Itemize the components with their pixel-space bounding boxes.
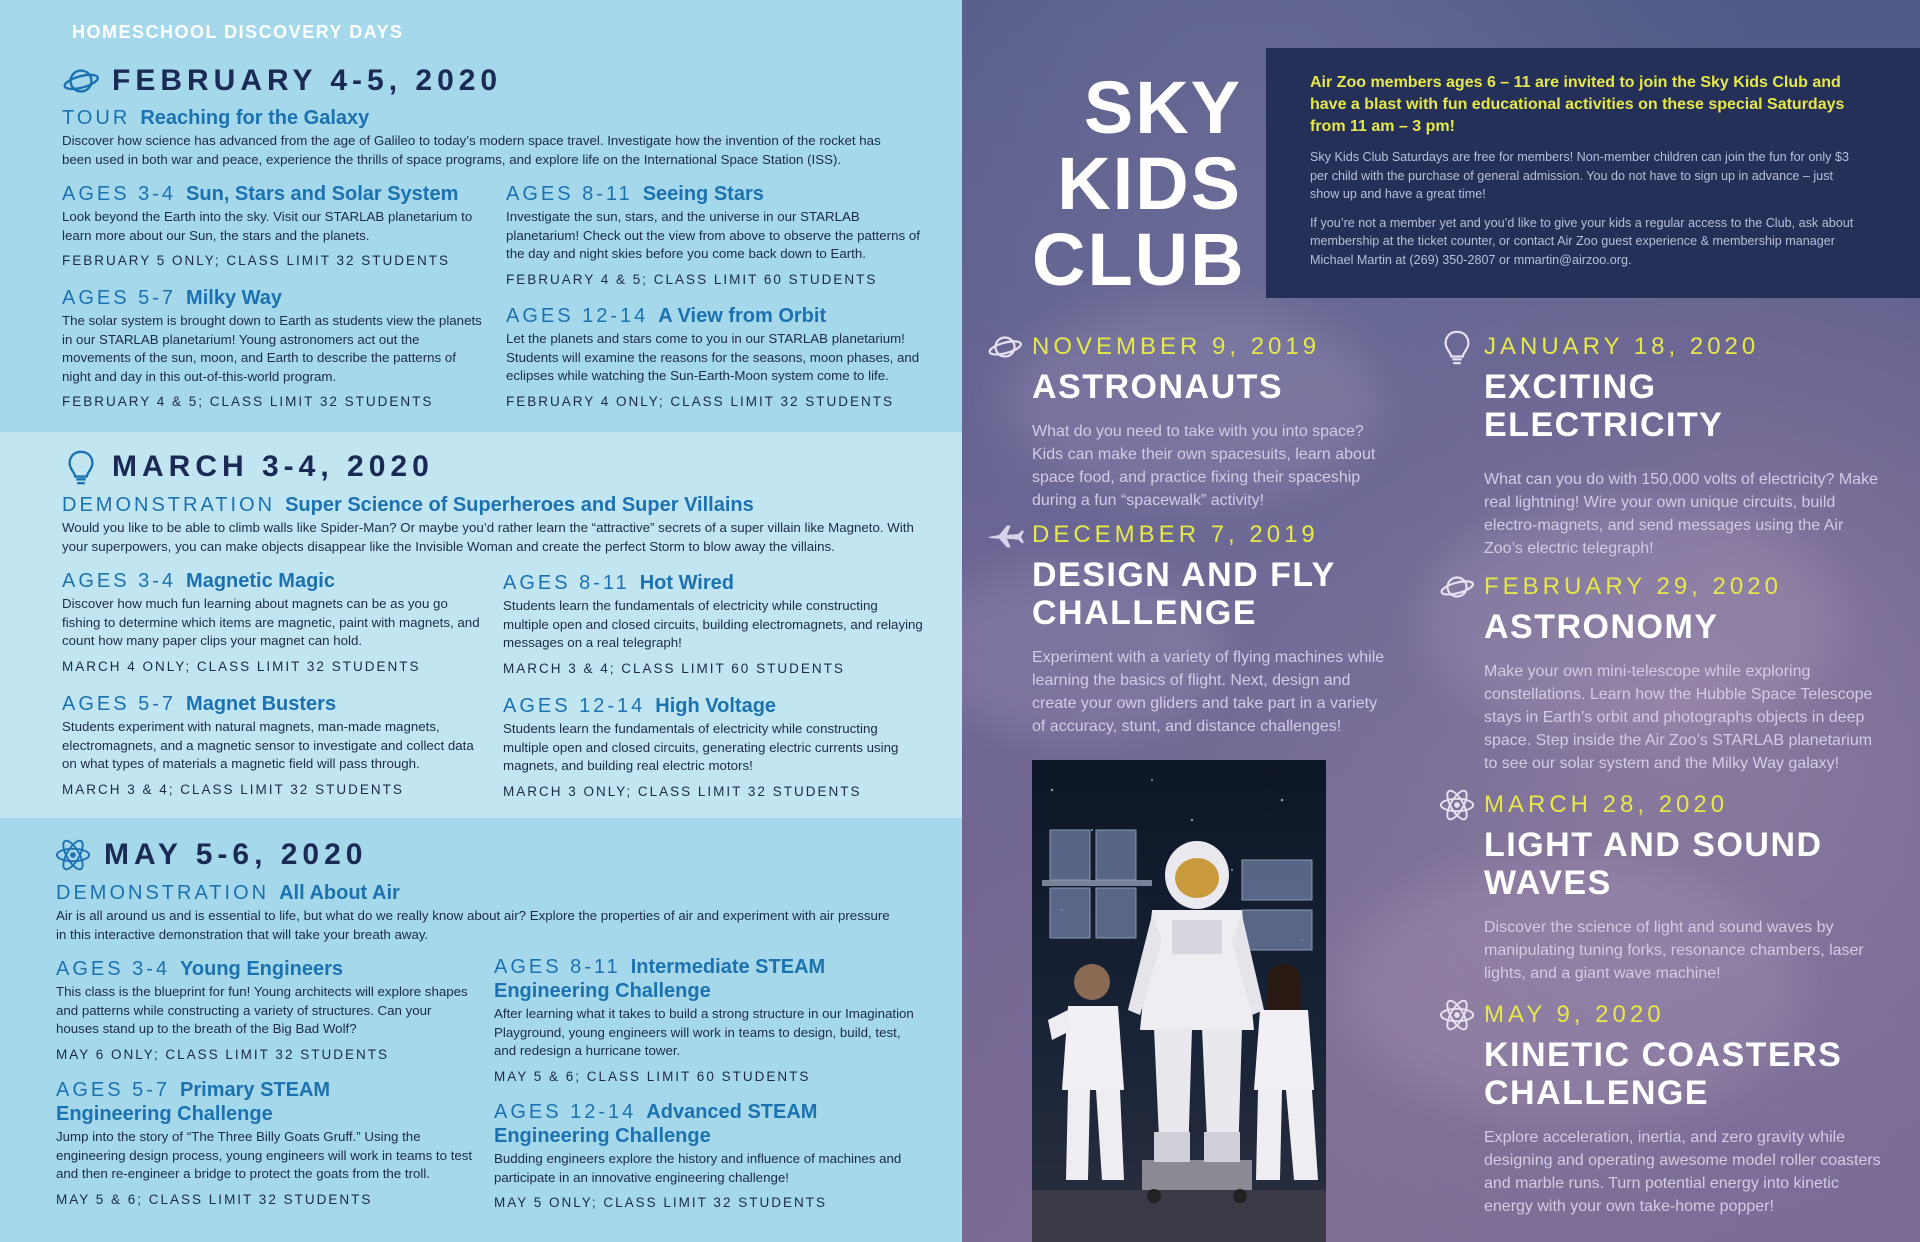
class-description: Discover how much fun learning about magnets can be as you go fishing to determine which items are magnetic, paint with magnets, and count how many paper clips your magnet can hold. [62, 596, 480, 648]
program-title: Super Science of Superheroes and Super Villains [285, 494, 754, 516]
class-card [503, 695, 923, 799]
club-title [1032, 66, 1246, 301]
class-title: Sun, Stars and Solar System [186, 183, 459, 205]
class-description: Students experiment with natural magnets, man-made magnets, electromagnets, and a magnetic sensor to investigate and collect data on what types of materials a magnetic field will pass through. [62, 719, 474, 771]
event-title: KINETIC COASTERS CHALLENGE [1484, 1036, 1843, 1112]
lightbulb-icon [1438, 328, 1476, 366]
section-date: FEBRUARY 4-5, 2020 [112, 64, 503, 97]
class-title-line2: Engineering Challenge [494, 1125, 711, 1147]
program-title: Reaching for the Galaxy [140, 107, 370, 129]
homeschool-kicker: HOMESCHOOL DISCOVERY DAYS [72, 22, 404, 42]
class-ages: AGES 5-7 [56, 1079, 171, 1101]
astronaut-kids-illustration [1032, 760, 1326, 1242]
event-description: Experiment with a variety of flying machines while learning the basics of flight. Next, design and create your own gliders and take part in a variety of accuracy, stunt, and distance challenges! [1032, 649, 1385, 735]
event-description: Explore acceleration, inertia, and zero gravity while designing and operating awesome model roller coasters and marble runs. Turn potential energy into kinetic energy with your own take-home popper! [1484, 1129, 1881, 1215]
section-header-may [54, 836, 367, 874]
class-ages: AGES 8-11 [494, 956, 621, 978]
club-title-line: KIDS [1057, 142, 1242, 225]
event-description: Make your own mini-telescope while exploring constellations. Learn how the Hubble Space Telescope stays in Earth’s orbit and photographs objects in deep space. Step inside the Air Zoo’s STARLAB planetarium to see our solar system and the Milky Way galaxy! [1484, 663, 1873, 772]
class-card [494, 1101, 914, 1210]
class-limit: FEBRUARY 4 ONLY; CLASS LIMIT 32 STUDENTS [506, 393, 894, 409]
membership-info-box [1266, 48, 1920, 298]
class-limit: MAY 5 & 6; CLASS LIMIT 60 STUDENTS [494, 1068, 811, 1084]
class-card [62, 287, 482, 409]
event-title: DESIGN AND FLY CHALLENGE [1032, 556, 1336, 632]
class-limit: FEBRUARY 4 & 5; CLASS LIMIT 60 STUDENTS [506, 271, 878, 287]
section-date: MARCH 3-4, 2020 [112, 450, 434, 483]
event-date: DECEMBER 7, 2019 [1032, 521, 1319, 548]
class-title: Advanced STEAM [646, 1101, 818, 1123]
section-header-march [62, 448, 434, 486]
info-headline: Air Zoo members ages 6 – 11 are invited to join the Sky Kids Club and have a blast with fun educational activities on these special Saturdays from 11 am – 3 pm! [1310, 74, 1845, 135]
class-card [62, 183, 482, 268]
atom-icon [1438, 786, 1476, 824]
planet-icon [1438, 568, 1476, 606]
class-ages: AGES 12-14 [503, 695, 646, 717]
event-kinetic-coasters [1438, 996, 1898, 1218]
class-ages: AGES 3-4 [62, 570, 177, 592]
event-exciting-electricity [1438, 328, 1898, 560]
event-date: MAY 9, 2020 [1484, 1001, 1665, 1028]
class-title: Magnetic Magic [186, 570, 335, 592]
event-light-and-sound [1438, 786, 1898, 985]
atom-icon [54, 836, 92, 874]
class-title: High Voltage [655, 695, 777, 717]
class-ages: AGES 5-7 [62, 693, 177, 715]
class-description: Look beyond the Earth into the sky. Visit our STARLAB planetarium to learn more about our Sun, the stars and the planets. [62, 209, 473, 243]
class-limit: MAY 5 & 6; CLASS LIMIT 32 STUDENTS [56, 1191, 373, 1207]
class-limit: FEBRUARY 4 & 5; CLASS LIMIT 32 STUDENTS [62, 394, 434, 409]
class-title-line2: Engineering Challenge [56, 1103, 273, 1125]
class-title: A View from Orbit [658, 305, 827, 327]
program-title: All About Air [279, 882, 400, 904]
class-limit: MARCH 3 ONLY; CLASS LIMIT 32 STUDENTS [503, 783, 862, 799]
class-title: Hot Wired [639, 572, 734, 594]
class-title: Intermediate STEAM [630, 956, 826, 978]
class-ages: AGES 8-11 [506, 183, 633, 205]
class-description: The solar system is brought down to Earth as students view the planets in our STARLAB planetarium! Young astronomers act out the movements of the sun, moon, and Earth to describe the patterns of night and day in this out-of-this-world program. [62, 313, 482, 384]
class-description: Students learn the fundamentals of electricity while constructing multiple open and closed circuits, building electromagnets, and relaying messages on a real telegraph! [503, 598, 923, 650]
class-description: Budding engineers explore the history and influence of machines and participate in an innovative engineering challenge! [494, 1151, 902, 1185]
intro-block [62, 107, 902, 169]
class-description: This class is the blueprint for fun! Young architects will explore shapes and patterns while constructing a variety of structures. Can your houses stand up to the breath of the Big Bad Wolf? [56, 984, 468, 1036]
event-title: ASTRONAUTS [1032, 368, 1284, 406]
event-title: ASTRONOMY [1484, 608, 1719, 646]
airplane-icon [986, 516, 1024, 554]
class-limit: MARCH 3 & 4; CLASS LIMIT 60 STUDENTS [503, 660, 845, 676]
event-description: What can you do with 150,000 volts of electricity? Make real lightning! Wire your own unique circuits, build electro-magnets, and send messages using the Air Zoo’s electric telegraph! [1484, 471, 1878, 557]
event-date: NOVEMBER 9, 2019 [1032, 333, 1321, 360]
event-title: LIGHT AND SOUND WAVES [1484, 826, 1823, 902]
class-limit: FEBRUARY 5 ONLY; CLASS LIMIT 32 STUDENTS [62, 253, 450, 268]
section-header-february [62, 62, 502, 100]
class-description: After learning what it takes to build a strong structure in our Imagination Playground, young engineers will work in teams to design, build, test, and redesign a hurricane tower. [494, 1006, 914, 1058]
class-card [62, 570, 482, 674]
class-title: Seeing Stars [642, 183, 764, 205]
program-description: Would you like to be able to climb walls like Spider-Man? Or maybe you’d rather learn the “attractive” secrets of a super villain like Magneto. With your superpowers, you can make objects disappear like the Invisible Woman and create the perfect Storm to blow away the villains. [62, 520, 914, 554]
info-paragraph: Sky Kids Club Saturdays are free for members! Non-member children can join the fun for only $3 per child with the purchase of general admission. You do not have to sign up in advance – just show up and have a great time! [1310, 150, 1849, 201]
class-ages: AGES 3-4 [62, 183, 177, 205]
class-description: Students learn the fundamentals of electricity while constructing multiple open and closed circuits, generating electric currents using magnets, and building real electric motors! [503, 721, 899, 773]
event-astronomy [1438, 568, 1898, 775]
info-paragraph: If you’re not a member yet and you’d like to give your kids a regular access to the Club, ask about membership at the ticket counter, or contact Air Zoo guest experience & membership manager Michael Martin at (269) 350-2807 or mmartin@airzoo.org. [1310, 215, 1854, 267]
class-card [503, 572, 923, 676]
event-title: EXCITING ELECTRICITY [1484, 368, 1724, 444]
event-design-and-fly [986, 516, 1386, 738]
club-title-line: CLUB [1032, 218, 1246, 301]
class-card [494, 956, 914, 1084]
class-limit: MARCH 4 ONLY; CLASS LIMIT 32 STUDENTS [62, 658, 421, 674]
event-date: MARCH 28, 2020 [1484, 791, 1729, 818]
class-ages: AGES 12-14 [506, 305, 649, 327]
section-date: MAY 5-6, 2020 [104, 838, 368, 871]
intro-block [62, 494, 922, 556]
class-title: Magnet Busters [186, 693, 337, 715]
event-astronauts [986, 328, 1386, 512]
class-ages: AGES 3-4 [56, 958, 171, 980]
class-limit: MAY 6 ONLY; CLASS LIMIT 32 STUDENTS [56, 1046, 389, 1062]
intro-block [56, 882, 896, 944]
class-title: Primary STEAM [180, 1079, 331, 1101]
event-description: What do you need to take with you into space? Kids can make their own spacesuits, learn about space food, and practice fixing their spaceship during a fun “spacewalk” activity! [1032, 423, 1376, 509]
class-title: Young Engineers [180, 958, 344, 980]
planet-icon [62, 62, 100, 100]
class-card [506, 183, 926, 287]
class-ages: AGES 12-14 [494, 1101, 637, 1123]
event-date: JANUARY 18, 2020 [1484, 333, 1760, 360]
planet-icon [986, 328, 1024, 366]
astronaut-photo [1032, 760, 1326, 1242]
program-type: DEMONSTRATION [56, 882, 270, 904]
class-card [62, 693, 482, 797]
event-date: FEBRUARY 29, 2020 [1484, 573, 1782, 600]
program-type: DEMONSTRATION [62, 494, 276, 516]
club-title-line: SKY [1083, 66, 1242, 149]
program-description: Air is all around us and is essential to life, but what do we really know about air? Explore the properties of air and experiment with air pressure in this interactive demonstration that will take your breath away. [56, 908, 890, 942]
class-card [56, 958, 476, 1062]
program-description: Discover how science has advanced from the age of Galileo to today’s modern space travel. Investigate how the invention of the rocket has been used in both war and peace, experience the thrills of space programs, and explore life on the International Space Station (ISS). [62, 133, 881, 167]
class-title-line2: Engineering Challenge [494, 980, 711, 1002]
sky-kids-club-panel [962, 0, 1920, 1242]
program-type: TOUR [62, 107, 131, 129]
lightbulb-icon [62, 448, 100, 486]
atom-icon [1438, 996, 1476, 1034]
class-description: Jump into the story of “The Three Billy Goats Gruff.” Using the engineering design process, young engineers will work in teams to test and then re-engineer a bridge to protect the goats from the troll. [56, 1129, 473, 1181]
event-description: Discover the science of light and sound waves by manipulating tuning forks, resonance chambers, laser lights, and a giant wave machine! [1484, 919, 1864, 982]
class-ages: AGES 8-11 [503, 572, 630, 594]
class-limit: MARCH 3 & 4; CLASS LIMIT 32 STUDENTS [62, 781, 404, 797]
class-limit: MAY 5 ONLY; CLASS LIMIT 32 STUDENTS [494, 1195, 827, 1210]
class-description: Let the planets and stars come to you in our STARLAB planetarium! Students will examine the reasons for the seasons, moon phases, and eclipses while watching the Sun-Earth-Moon system come to life. [506, 331, 920, 383]
class-ages: AGES 5-7 [62, 287, 177, 309]
class-description: Investigate the sun, stars, and the universe in our STARLAB planetarium! Check out the view from above to observe the patterns of the day and night skies before you come back down to Earth. [506, 209, 920, 261]
class-title: Milky Way [186, 287, 283, 309]
class-card [506, 305, 926, 409]
class-card [56, 1079, 476, 1207]
